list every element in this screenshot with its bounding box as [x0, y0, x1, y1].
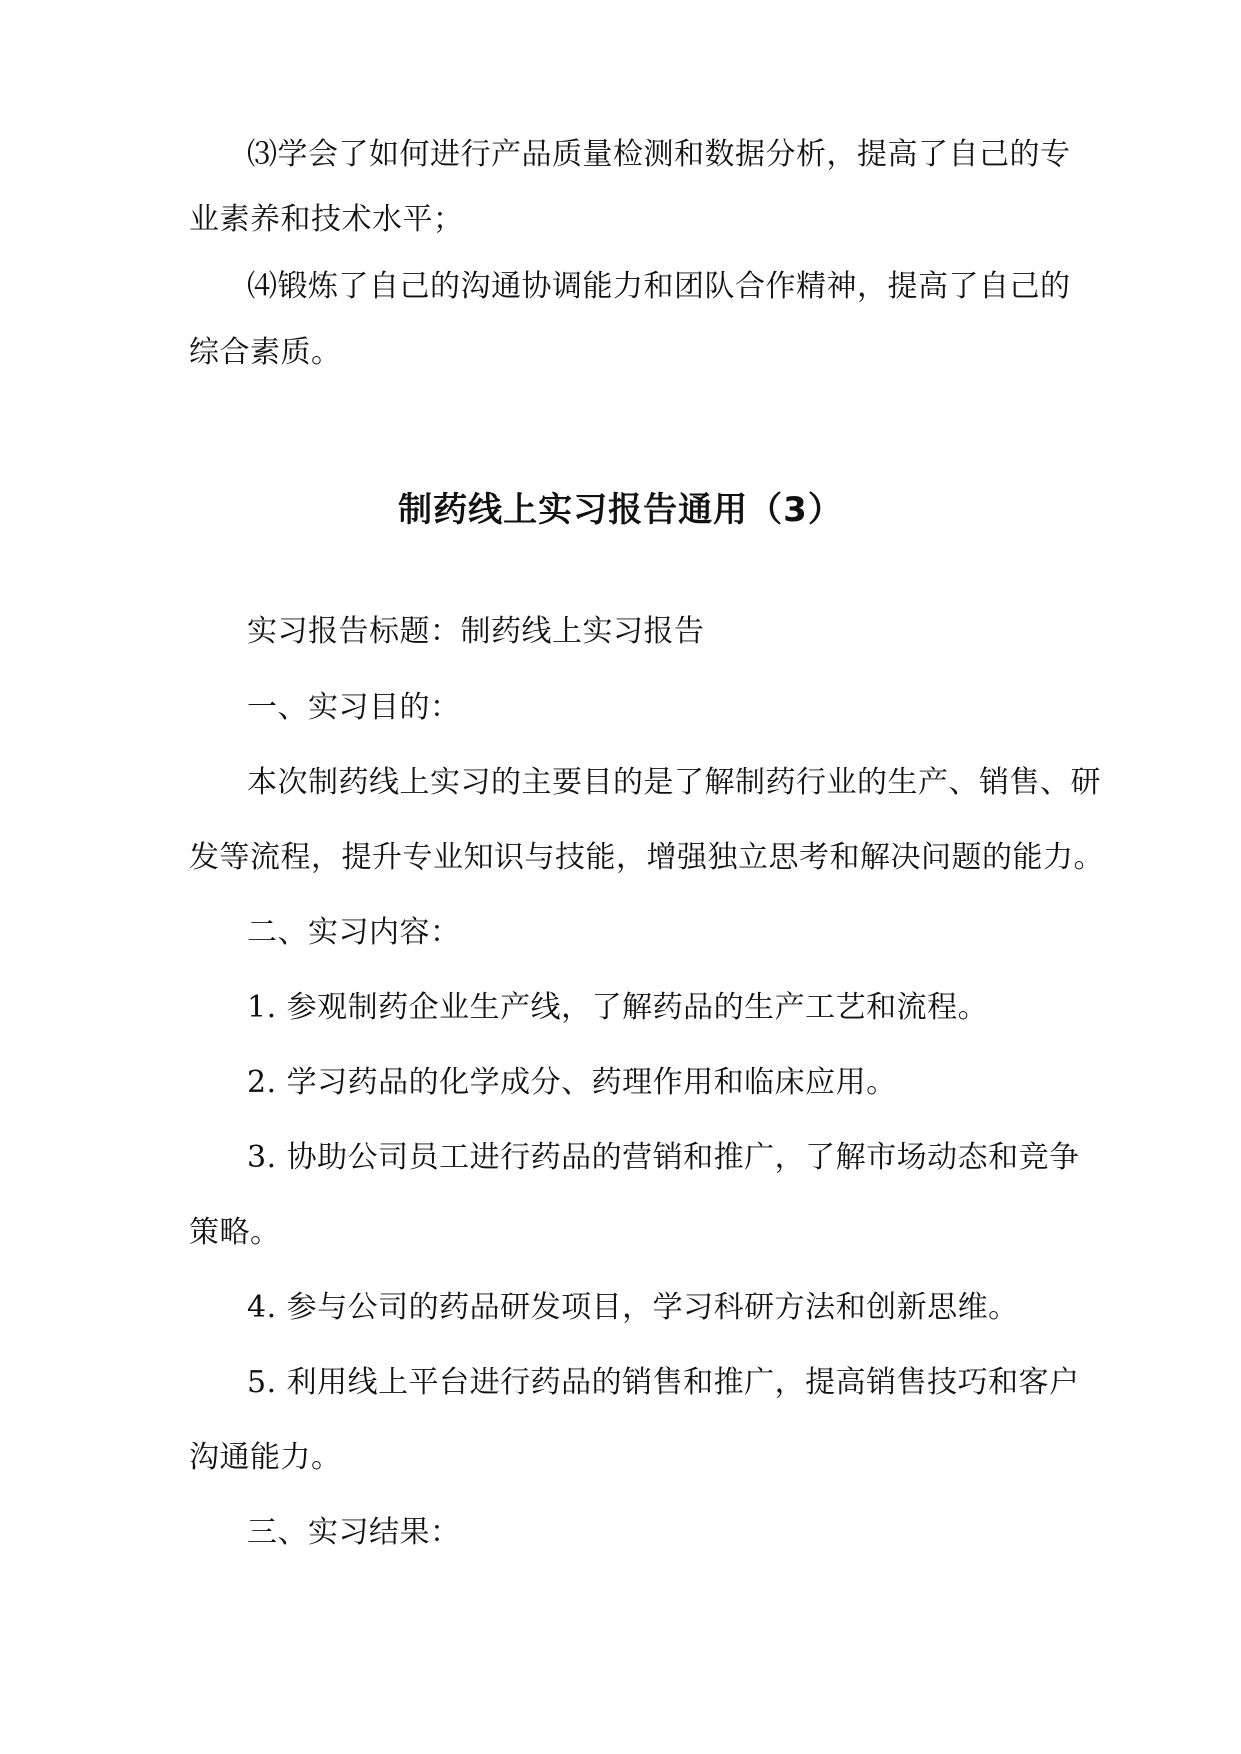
paragraph-line: 业素养和技术水平； [189, 202, 464, 237]
list-item: 2. 学习药品的化学成分、药理作用和临床应用。 [247, 1065, 897, 1100]
list-item: 4. 参与公司的药品研发项目，学习科研方法和创新思维。 [247, 1290, 1019, 1325]
paragraph-line: 一、实习目的： [247, 690, 461, 725]
paragraph-line: 二、实习内容： [247, 915, 461, 950]
paragraph-line: 本次制药线上实习的主要目的是了解制药行业的生产、销售、研 [247, 765, 1101, 800]
paragraph-line: ⑷锻炼了自己的沟通协调能力和团队合作精神，提高了自己的 [247, 269, 1071, 304]
list-item: 5. 利用线上平台进行药品的销售和推广，提高销售技巧和客户 [247, 1365, 1080, 1400]
paragraph-line: 综合素质。 [189, 335, 342, 370]
paragraph-line: 沟通能力。 [189, 1440, 342, 1475]
paragraph-line: 三、实习结果： [247, 1515, 461, 1550]
paragraph-line: 策略。 [189, 1215, 281, 1250]
paragraph-line: ⑶学会了如何进行产品质量检测和数据分析，提高了自己的专 [247, 137, 1071, 172]
paragraph-line: 发等流程，提升专业知识与技能，增强独立思考和解决问题的能力。 [189, 840, 1104, 875]
list-item: 3. 协助公司员工进行药品的营销和推广，了解市场动态和竞争 [247, 1140, 1080, 1175]
list-item: 1. 参观制药企业生产线，了解药品的生产工艺和流程。 [247, 990, 989, 1025]
paragraph-line: 实习报告标题：制药线上实习报告 [247, 614, 705, 649]
section-title: 制药线上实习报告通用（3） [398, 490, 843, 530]
